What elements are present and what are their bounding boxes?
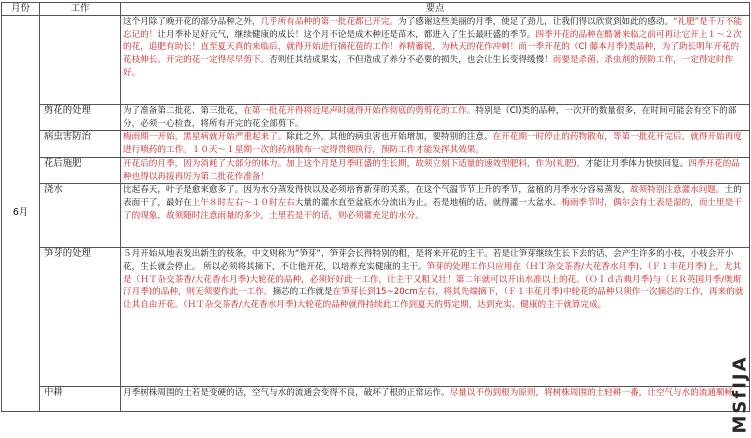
header-work: 工作 — [40, 3, 121, 16]
watermark — [729, 342, 751, 434]
body-text: 摘芯的工作就是 — [272, 287, 333, 298]
body-text: 特别是（Cl)类的品种，一次开的数量很多，在时间可能会有空下的部分，必须一心检查，将所有开完的花全部剪下。 — [123, 106, 737, 129]
work-cell: 剪花的处理 — [40, 105, 121, 131]
table-row — [2, 248, 750, 387]
header-points: 要点 — [121, 3, 750, 16]
table-row — [2, 157, 750, 183]
work-cell: 笋芽的处理 — [40, 248, 121, 387]
table-row — [2, 387, 750, 412]
highlight-text: 故须特别注意灌水问题。 — [630, 185, 725, 196]
points-cell — [121, 184, 750, 248]
work-cell — [40, 16, 121, 105]
body-text: 除此之外，其他的病虫害也开始增加，要特别的注意。 — [286, 132, 493, 143]
body-text: 让月季补足好元气，继续健康的成长！这个月不论是成木种还是苗木，都进入了生长最旺盛的季节。 — [157, 29, 536, 40]
table-row — [2, 184, 750, 248]
points-cell — [121, 157, 750, 183]
points-cell — [121, 105, 750, 131]
highlight-text: 在开花期一时停止的药物散布，等第一批花开完后，就得开始再度进行喷药的工作。１０天～１星期一次的药剂散布一定得贯彻执行，预防工作才能发挥其效果。 — [123, 132, 742, 156]
header-row — [2, 3, 750, 16]
body-text: 才能让月季体力快快回复。 — [585, 158, 689, 169]
highlight-text: 而一季开花的（Cl 藤本月季)类品种，为了助长明年开花的花枝伸长。开完的花一定得尽早剪下。 — [123, 42, 740, 66]
highlight-text: 梅雨季节时，偶尔会有土表是湿的，而土里是干了的现象，故须随时注意雨量的多少，土里若是干的话，则必须灌充足的水分。 — [123, 197, 742, 221]
highlight-text: 梅雨期一开始，黑星病就开始严重起来了。 — [123, 132, 287, 143]
body-text: 否则任其结成果实，不但造成了养分不必要的损失，也会让生长变得缓慢！ — [269, 55, 553, 66]
points-cell — [121, 16, 750, 105]
body-text: ５月开始从地表发出新生的枝条，中文则称为“笋芽”，笋芽会长得特别的粗，是将来开花的主干。若是让笋芽继续生长下去的话，会产生许多的小枝，小枝会开小花，生长就会停止。 所以必须将其摘下，不让他开花，以培养充实健康的主干。 — [123, 249, 734, 272]
watermark-text: MSfIJA — [729, 355, 751, 434]
highlight-text: 上午８时左右～１０时左右 — [191, 197, 295, 208]
table-row — [2, 131, 750, 157]
highlight-text: 在第一批花开得将近尾声时就得开始作彻底的剪剪花的工作。 — [243, 106, 476, 116]
highlight-text: 开花后的月季，因为消耗了大部分的体力。加上这个月是月季旺盛的生长期，故须立刻下适量的速效型肥料，作为(礼肥)， — [123, 158, 586, 169]
points-cell — [121, 248, 750, 387]
highlight-text: 四季开花的品种也得以再接再厉为第二批花作准备！ — [123, 158, 740, 182]
highlight-text: 直至夏天真的来临后，就得开始进行摘花苞的工作！养精蓄锐，为秋天的花作冲刺！ — [200, 42, 519, 53]
highlight-text: 在笋芽长到15~20cm左右，将其先端摘下， — [332, 287, 504, 298]
body-text: 为了准备第二批花、第三批花， — [123, 106, 244, 116]
highlight-text: 几乎所有品种的第一批花都已开完。 — [260, 17, 399, 27]
highlight-text: 而要是杀菌、杀虫剂的预防工作，一定得定时作好。 — [123, 55, 734, 78]
month-cell: 6月 — [2, 16, 40, 412]
highlight-text: 四季开花的品种在酷暑来临之前可再让它开上１～２次的花，追肥有助长！ — [123, 29, 742, 53]
body-text: 比起春天，叶子是愈来愈多了。因为水分蒸发得快以及必须培育新芽的关系，在这个气温节节上升的季节，盆植的月季水分容易蒸发， — [123, 185, 631, 196]
body-text: 大量的灌水直至盆底水分流出为止。若是地植的话，就得灌一大盆水。 — [294, 197, 562, 208]
care-table — [1, 2, 750, 412]
header-month: 月份 — [2, 3, 40, 16]
body-text: 土的表面干了，最好在 — [123, 185, 742, 208]
work-cell: 中耕 — [40, 387, 121, 412]
highlight-text: 尽量以不伤到根为原则，将树株周围的土轻耕一番，让空气与水的流通顺畅。 — [449, 388, 742, 399]
work-cell: 病虫害防治 — [40, 131, 121, 157]
body-text: 这个月除了晚开花的部分品种之外， — [123, 17, 261, 27]
highlight-text: （Ｆ１丰花月季)中轮花的品种只须作一次摘芯的工作，再来的就让其自由开花。（ＨＴ杂交茶香/大花香水月季)大轮花的品种就得持续此工作到夏天的剪定期，达到充实、健康的主干就算完成。 — [123, 287, 744, 311]
highlight-text: 笋芽的处理工作只应用在（ＨＴ杂交茶香/大花香水月季)、（Ｆ１丰花月季)上，尤其是（ＨＴ杂交茶香/大花香水月季)大轮花的品种，必须好好此一工作，让主干又粗又壮！第二年就可以开出水准以上的花。（Ｏｌｄ古典月季)与（ＥＲ英国月季/奥斯汀月季)的品种，则无须要作此一工作。 — [123, 261, 742, 298]
highlight-text: “礼肥”是千万不能忘记的！ — [123, 17, 743, 40]
points-cell — [121, 131, 750, 157]
work-cell: 浇水 — [40, 184, 121, 248]
points-cell — [121, 387, 750, 412]
work-cell: 花后施肥 — [40, 157, 121, 183]
body-text: 月季树株周围的土若是变硬的话，空气与水的流通会变得不良，破坏了根的正常运作。 — [123, 388, 450, 399]
table-row — [2, 105, 750, 131]
table-row — [2, 16, 750, 105]
body-text: 为了感谢这些美丽的月季，使足了劲儿，让我们得以欣赏到如此的感动。 — [398, 17, 674, 27]
